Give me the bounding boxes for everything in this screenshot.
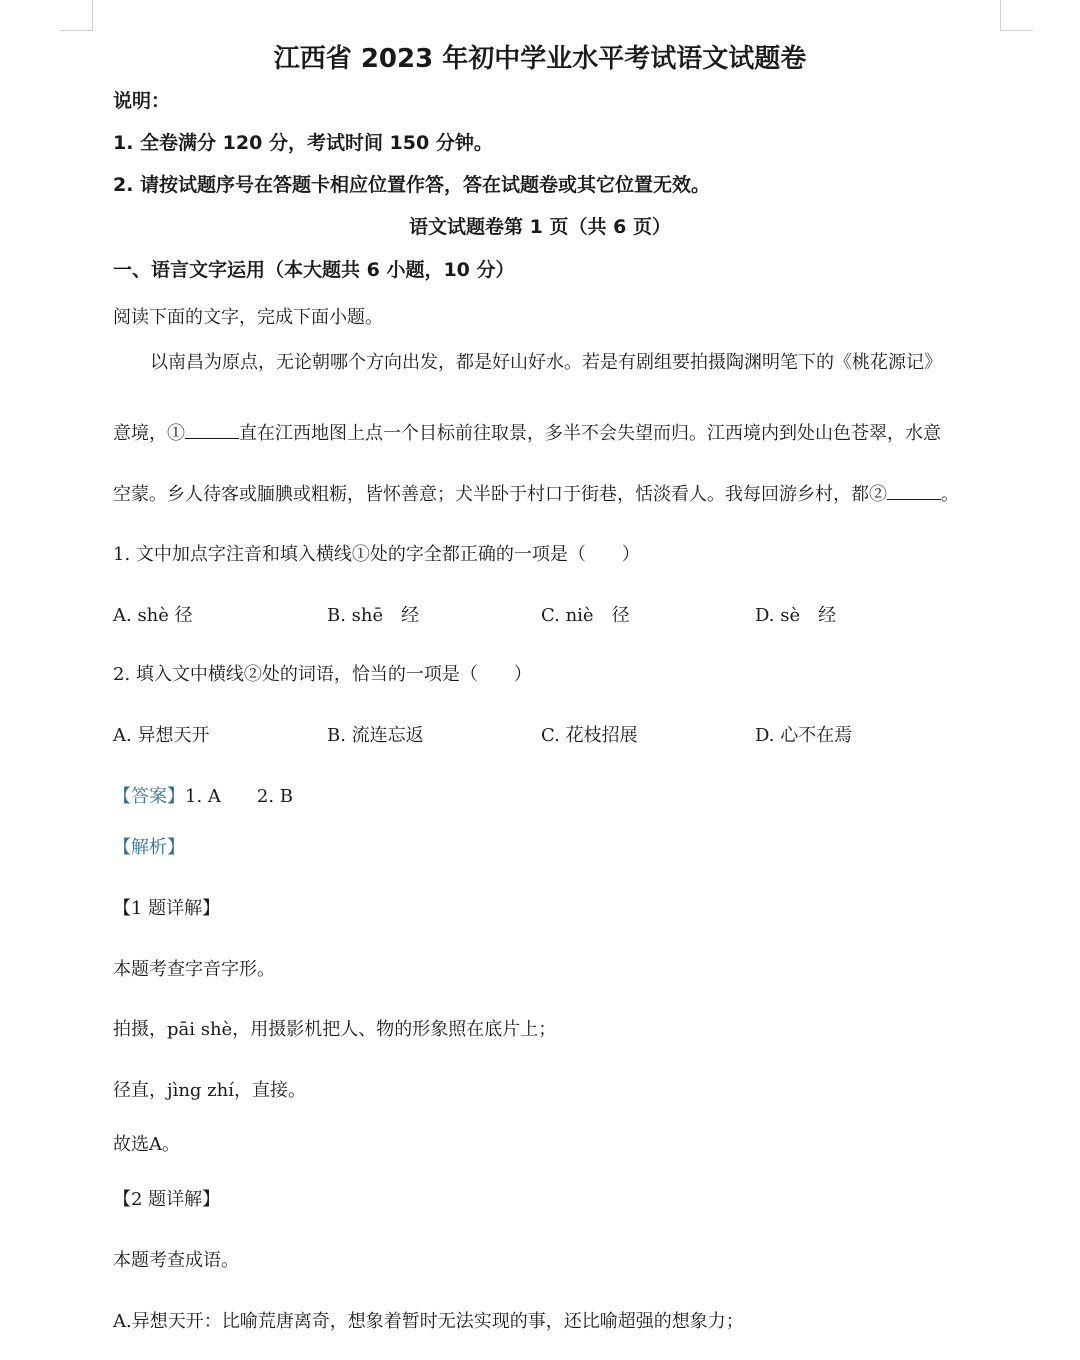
q2-detail-line: A.异想天开：比喻荒唐离奇，想象着暂时无法实现的事，还比喻超强的想象力； (113, 1311, 744, 1332)
q2-option-d: D. 心不在焉 (755, 725, 853, 746)
notes-line-2: 2. 请按试题序号在答题卡相应位置作答，答在试题卷或其它位置无效。 (113, 174, 711, 196)
blank-2 (887, 481, 941, 500)
q1-detail-line: 拍摄，pāi shè，用摄影机把人、物的形象照在底片上； (113, 1019, 557, 1040)
passage-line-1: 以南昌为原点，无论朝哪个方向出发，都是好山好水。若是有剧组要拍摄陶渊明笔下的《桃花源记》 (150, 352, 942, 373)
analysis-label: 【解析】 (113, 837, 185, 858)
q2-option-b: B. 流连忘返 (327, 725, 424, 746)
page-info: 语文试题卷第 1 页（共 6 页） (409, 216, 671, 238)
q1-detail-line: 径直，jìng zhí，直接。 (113, 1080, 307, 1101)
q1-option-c: C. niè 径 (541, 605, 630, 626)
section-heading: 一、语言文字运用（本大题共 6 小题，10 分） (113, 259, 515, 281)
page-title: 江西省 2023 年初中学业水平考试语文试题卷 (273, 44, 807, 74)
q1-detail-heading: 【1 题详解】 (113, 898, 221, 919)
question-1-stem: 1. 文中加点字注音和填入横线①处的字全都正确的一项是（ ） (113, 544, 640, 565)
passage-line-3 (113, 481, 959, 508)
passage-text: 意境，① (113, 423, 185, 444)
answer-label: 【答案】 (113, 786, 185, 807)
q1-option-b: B. shē 经 (327, 605, 420, 626)
q2-detail-heading: 【2 题详解】 (113, 1189, 221, 1210)
crop-mark-top-left (60, 0, 93, 31)
notes-heading: 说明： (113, 90, 171, 112)
answer-line (113, 784, 293, 810)
q1-detail-line: 本题考查字音字形。 (113, 959, 275, 980)
passage-text: 。 (941, 484, 959, 505)
q2-option-c: C. 花枝招展 (541, 725, 638, 746)
passage-text: 直在江西地图上点一个目标前往取景，多半不会失望而归。江西境内到处山色苍翠，水意 (239, 423, 941, 444)
passage-line-2 (113, 420, 941, 447)
crop-mark-top-right (1000, 0, 1033, 31)
q2-detail-line: 本题考查成语。 (113, 1250, 239, 1271)
blank-1 (185, 420, 239, 439)
q2-option-a: A. 异想天开 (113, 725, 210, 746)
passage-text: 空蒙。乡人待客或腼腆或粗粝，皆怀善意；犬半卧于村口于街巷，恬淡看人。我每回游乡村，都② (113, 484, 887, 505)
reading-instruction: 阅读下面的文字，完成下面小题。 (113, 307, 383, 328)
q1-option-a: A. shè 径 (113, 605, 193, 626)
notes-line-1: 1. 全卷满分 120 分，考试时间 150 分钟。 (113, 132, 493, 154)
answer-text: 1. A 2. B (185, 786, 294, 807)
q1-option-d: D. sè 经 (755, 605, 837, 626)
q1-detail-line: 故选A。 (113, 1134, 180, 1155)
question-2-stem: 2. 填入文中横线②处的词语，恰当的一项是（ ） (113, 664, 532, 685)
